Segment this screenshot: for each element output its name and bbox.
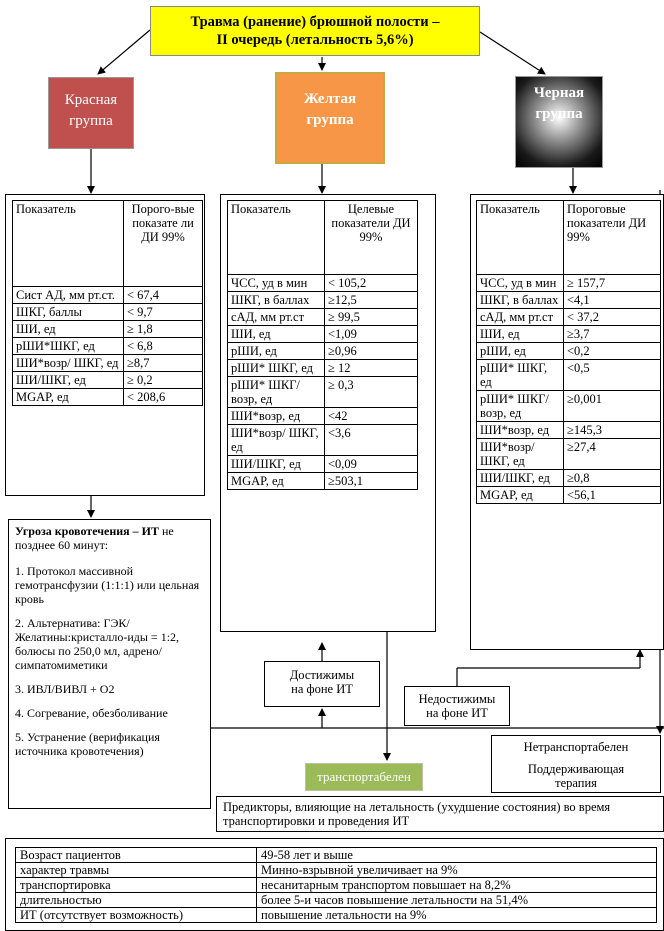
table-cell: <0,09 — [325, 456, 418, 473]
threat-heading — [15, 524, 204, 552]
table-cell: ШКГ, в баллах — [477, 292, 564, 309]
threat-item: 1. Протокол массивной гемотрансфузии (1:1:1) или цельная кровь — [15, 564, 200, 606]
table-row — [228, 275, 418, 292]
table-row — [477, 326, 661, 343]
table-cell: ≥503,1 — [325, 473, 418, 490]
bleeding-threat-box — [8, 519, 211, 809]
black-group-label-1: Черная — [533, 85, 585, 101]
table-cell: ШИ*возр, ед — [477, 422, 564, 439]
table-cell: < 105,2 — [325, 275, 418, 292]
table-header-cell: Пороговые показатели ДИ 99% — [564, 201, 661, 275]
table-row — [16, 878, 657, 893]
table-cell: ШИ, ед — [13, 321, 124, 338]
table-cell: ≥8,7 — [124, 355, 203, 372]
table-cell: рШИ*ШКГ, ед — [13, 338, 124, 355]
table-cell: ШИ/ШКГ, ед — [13, 372, 124, 389]
table-row — [13, 287, 203, 304]
table-row — [477, 292, 661, 309]
table-cell: транспортировка — [16, 878, 257, 893]
table-cell: ШИ/ШКГ, ед — [228, 456, 325, 473]
table-row — [228, 456, 418, 473]
unachievable-line-2: на фоне ИТ — [426, 706, 488, 720]
table-cell: ≥27,4 — [564, 439, 661, 470]
table-cell: < 208,6 — [124, 389, 203, 406]
table-row — [16, 893, 657, 908]
table-cell: < 9,7 — [124, 304, 203, 321]
table-cell: длительностью — [16, 893, 257, 908]
table-cell: ЧСС, уд в мин — [228, 275, 325, 292]
nontransportable-title: Нетранспортабелен — [523, 740, 629, 754]
threat-heading-rest: не позднее 60 минут: — [15, 524, 174, 552]
black-threshold-table — [476, 200, 661, 504]
table-header-row — [477, 201, 661, 275]
table-cell: ≥3,7 — [564, 326, 661, 343]
table-header-row — [228, 201, 418, 275]
yellow-target-table — [227, 200, 418, 490]
arrow-title-to-red — [98, 30, 150, 74]
threat-item: 2. Альтернатива: ГЭК/Желатины:кристалло-иды = 1:2, болюсы по 250,0 мл, адрено/симпатомиметики — [15, 616, 180, 672]
table-cell: MGAP, ед — [477, 487, 564, 504]
table-cell: < 37,2 — [564, 309, 661, 326]
table-row — [228, 309, 418, 326]
table-row — [477, 343, 661, 360]
table-cell: <4,1 — [564, 292, 661, 309]
table-header-cell: Целевые показатели ДИ 99% — [325, 201, 418, 275]
threat-item: 3. ИВЛ/ВИВЛ + О2 — [15, 682, 115, 696]
table-row — [228, 425, 418, 456]
black-group-label-2: группа — [535, 106, 583, 122]
table-row — [16, 848, 657, 863]
table-header-cell: Показатель — [477, 201, 564, 275]
table-row — [228, 343, 418, 360]
table-cell: ≥ 99,5 — [325, 309, 418, 326]
table-row — [477, 275, 661, 292]
table-cell: ШИ*возр/ ШКГ, ед — [228, 425, 325, 456]
table-cell: ≥12,5 — [325, 292, 418, 309]
table-cell: рШИ* ШКГ, ед — [228, 360, 325, 377]
table-row — [477, 360, 661, 391]
threat-heading-bold: Угроза кровотечения – ИТ — [15, 524, 159, 538]
title-line-2: II очередь (летальность 5,6%) — [216, 32, 414, 48]
nontransportable-line-1: Поддерживающая — [527, 762, 625, 776]
achievable-line-2: на фоне ИТ — [291, 682, 353, 696]
table-row — [228, 473, 418, 490]
unachievable-box — [404, 686, 510, 726]
predictors-table — [15, 847, 657, 923]
arrow-title-to-black — [480, 32, 545, 74]
table-row — [228, 326, 418, 343]
table-row — [13, 338, 203, 355]
table-row — [477, 439, 661, 470]
black-group-box — [515, 76, 603, 168]
table-cell: ИТ (отсутствует возможность) — [16, 908, 257, 923]
table-cell: <0,2 — [564, 343, 661, 360]
table-cell: ≥ 12 — [325, 360, 418, 377]
nontransportable-line-2: терапия — [555, 776, 597, 790]
table-cell: <3,6 — [325, 425, 418, 456]
table-cell: ШИ, ед — [228, 326, 325, 343]
table-cell: ЧСС, уд в мин — [477, 275, 564, 292]
unachievable-line-1: Недостижимы — [418, 692, 496, 706]
table-row — [477, 470, 661, 487]
achievable-line-1: Достижимы — [289, 668, 355, 682]
table-cell: ШКГ, баллы — [13, 304, 124, 321]
red-threshold-table — [12, 200, 203, 406]
table-row — [228, 377, 418, 408]
yellow-group-label-2: группа — [306, 112, 354, 128]
table-cell: ≥0,96 — [325, 343, 418, 360]
table-cell: ≥0,8 — [564, 470, 661, 487]
table-cell: <42 — [325, 408, 418, 425]
table-cell: Сист АД, мм рт.ст. — [13, 287, 124, 304]
title-line-1: Травма (ранение) брюшной полости – — [190, 14, 440, 30]
table-cell: Минно-взрывной увеличивает на 9% — [257, 863, 657, 878]
table-cell: MGAP, ед — [228, 473, 325, 490]
red-group-label-2: группа — [69, 113, 113, 129]
table-cell: <0,5 — [564, 360, 661, 391]
table-cell: ШКГ, в баллах — [228, 292, 325, 309]
table-cell: ШИ/ШКГ, ед — [477, 470, 564, 487]
table-row — [477, 487, 661, 504]
predictors-box — [216, 796, 664, 832]
table-row — [13, 321, 203, 338]
table-row — [228, 292, 418, 309]
table-header-row — [13, 201, 203, 287]
table-cell: ≥ 0,2 — [124, 372, 203, 389]
table-cell: рШИ* ШКГ/ возр, ед — [477, 391, 564, 422]
table-cell: ≥ 1,8 — [124, 321, 203, 338]
table-cell: рШИ, ед — [477, 343, 564, 360]
table-header-cell: Показатель — [13, 201, 124, 287]
predictors-text: Предикторы, влияющие на летальность (ухудшение состояния) во время транспортировки и проведения ИТ — [223, 800, 611, 828]
table-cell: сАД, мм рт.ст — [477, 309, 564, 326]
table-cell: ШИ, ед — [477, 326, 564, 343]
yellow-group-label-1: Желтая — [303, 91, 357, 107]
table-row — [477, 422, 661, 439]
table-cell: ≥ 157,7 — [564, 275, 661, 292]
table-row — [228, 360, 418, 377]
table-cell: ШИ*возр/ ШКГ, ед — [13, 355, 124, 372]
transportable-box: транспортабелен — [305, 763, 423, 791]
table-header-cell: Показатель — [228, 201, 325, 275]
table-cell: MGAP, ед — [13, 389, 124, 406]
table-cell: ≥0,001 — [564, 391, 661, 422]
red-group-label-1: Красная — [64, 92, 118, 108]
table-row — [13, 355, 203, 372]
table-row — [13, 389, 203, 406]
red-group-box — [48, 77, 134, 149]
table-row — [228, 408, 418, 425]
table-header-cell: Порого-вые показате ли ДИ 99% — [124, 201, 203, 287]
table-row — [13, 304, 203, 321]
table-row — [477, 391, 661, 422]
table-cell: ШИ*возр/ ШКГ, ед — [477, 439, 564, 470]
achievable-box — [264, 661, 380, 707]
table-cell: < 67,4 — [124, 287, 203, 304]
table-cell: < 6,8 — [124, 338, 203, 355]
table-cell: рШИ* ШКГ/ возр, ед — [228, 377, 325, 408]
table-cell: рШИ* ШКГ, ед — [477, 360, 564, 391]
table-cell: <56,1 — [564, 487, 661, 504]
diagram-title — [150, 6, 480, 56]
table-cell: 49-58 лет и выше — [257, 848, 657, 863]
nontransportable-box — [491, 735, 661, 793]
table-cell: <1,09 — [325, 326, 418, 343]
table-cell: сАД, мм рт.ст — [228, 309, 325, 326]
table-cell: ≥145,3 — [564, 422, 661, 439]
threat-item: 5. Устранение (верификация источника кровотечения) — [15, 730, 160, 758]
table-cell: рШИ, ед — [228, 343, 325, 360]
table-row — [16, 863, 657, 878]
yellow-group-box — [275, 72, 385, 164]
table-cell: ШИ*возр, ед — [228, 408, 325, 425]
table-cell: ≥ 0,3 — [325, 377, 418, 408]
table-row — [477, 309, 661, 326]
threat-item: 4. Согревание, обезболивание — [15, 706, 168, 720]
table-row — [16, 908, 657, 923]
table-cell: Возраст пациентов — [16, 848, 257, 863]
table-cell: характер травмы — [16, 863, 257, 878]
table-row — [13, 372, 203, 389]
table-cell: более 5-и часов повышение летальности на 51,4% — [257, 893, 657, 908]
table-cell: несанитарным транспортом повышает на 8,2% — [257, 878, 657, 893]
table-cell: повышение летальности на 9% — [257, 908, 657, 923]
